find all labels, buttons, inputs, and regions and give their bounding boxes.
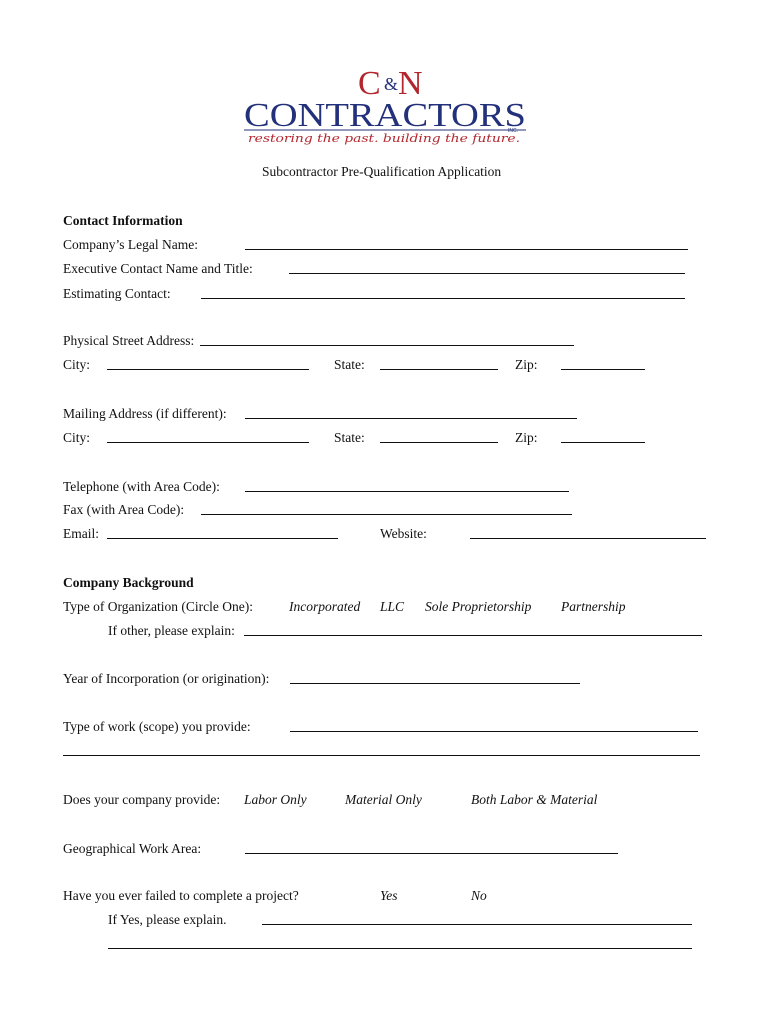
mailing-address-label: Mailing Address (if different): <box>63 406 227 421</box>
provide-option-labor-only[interactable]: Labor Only <box>244 792 307 807</box>
mailing-zip-field[interactable] <box>561 442 645 443</box>
form-title: Subcontractor Pre-Qualification Application <box>262 164 502 179</box>
city-field[interactable] <box>107 369 309 370</box>
zip-field[interactable] <box>561 369 645 370</box>
logo-main-text: CONTRACTORS <box>244 97 526 134</box>
exec-contact-field[interactable] <box>289 273 685 274</box>
email-field[interactable] <box>107 538 338 539</box>
mailing-state-label: State: <box>334 430 365 445</box>
website-label: Website: <box>380 526 427 541</box>
fax-label: Fax (with Area Code): <box>63 502 185 517</box>
zip-label: Zip: <box>515 357 538 372</box>
city-label: City: <box>63 357 91 372</box>
if-yes-field[interactable] <box>262 924 692 925</box>
geo-area-label: Geographical Work Area: <box>63 841 202 856</box>
provide-label: Does your company provide: <box>63 792 221 807</box>
org-type-label: Type of Organization (Circle One): <box>63 599 253 614</box>
logo-ampersand: & <box>384 74 399 94</box>
state-field[interactable] <box>380 369 498 370</box>
if-other-field[interactable] <box>244 635 702 636</box>
year-incorp-field[interactable] <box>290 683 580 684</box>
mailing-zip-label: Zip: <box>515 430 538 445</box>
contact-heading: Contact Information <box>63 213 183 228</box>
provide-option-both[interactable]: Both Labor & Material <box>471 792 598 807</box>
logo-inc: INC. <box>508 128 518 134</box>
estimating-contact-label: Estimating Contact: <box>63 286 171 301</box>
org-option-sole-proprietorship[interactable]: Sole Proprietorship <box>425 599 532 614</box>
email-label: Email: <box>63 526 99 541</box>
logo-n: N <box>398 66 423 102</box>
org-option-llc[interactable]: LLC <box>380 599 405 614</box>
org-option-partnership[interactable]: Partnership <box>561 599 626 614</box>
logo-tagline: restoring the past. building the future. <box>248 132 520 145</box>
if-yes-label: If Yes, please explain. <box>108 912 227 927</box>
state-label: State: <box>334 357 365 372</box>
scope-field-line-2[interactable] <box>63 755 700 756</box>
provide-option-material-only[interactable]: Material Only <box>345 792 422 807</box>
org-option-incorporated[interactable]: Incorporated <box>289 599 361 614</box>
failed-option-yes[interactable]: Yes <box>380 888 398 903</box>
geo-area-field[interactable] <box>245 853 618 854</box>
legal-name-field[interactable] <box>245 249 688 250</box>
telephone-label: Telephone (with Area Code): <box>63 479 220 494</box>
telephone-field[interactable] <box>245 491 569 492</box>
legal-name-label: Company’s Legal Name: <box>63 237 198 252</box>
website-field[interactable] <box>470 538 706 539</box>
mailing-state-field[interactable] <box>380 442 498 443</box>
mailing-address-field[interactable] <box>245 418 577 419</box>
physical-address-field[interactable] <box>200 345 574 346</box>
mailing-city-field[interactable] <box>107 442 309 443</box>
if-other-label: If other, please explain: <box>108 623 235 638</box>
physical-address-label: Physical Street Address: <box>63 333 195 348</box>
if-yes-field-line-2[interactable] <box>108 948 692 949</box>
scope-field[interactable] <box>290 731 698 732</box>
mailing-city-label: City: <box>63 430 91 445</box>
fax-field[interactable] <box>201 514 572 515</box>
logo-c: C <box>358 66 381 102</box>
year-incorp-label: Year of Incorporation (or origination): <box>63 671 270 686</box>
company-logo <box>240 66 530 146</box>
failed-project-label: Have you ever failed to complete a project? <box>63 888 299 903</box>
scope-label: Type of work (scope) you provide: <box>63 719 251 734</box>
estimating-contact-field[interactable] <box>201 298 685 299</box>
exec-contact-label: Executive Contact Name and Title: <box>63 261 253 276</box>
background-heading: Company Background <box>63 575 194 590</box>
failed-option-no[interactable]: No <box>471 888 487 903</box>
